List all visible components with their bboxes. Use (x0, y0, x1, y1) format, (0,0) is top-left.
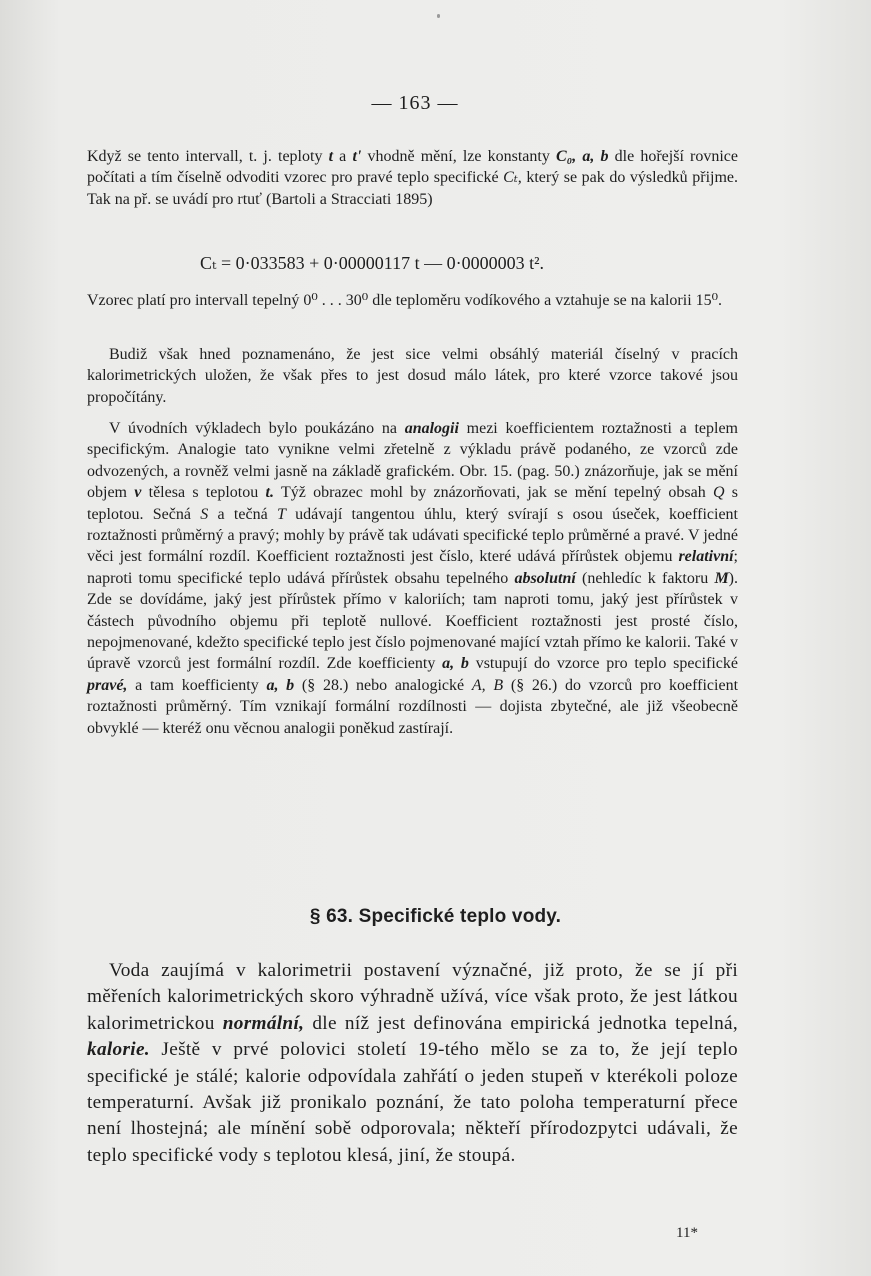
section-heading: § 63. Specifické teplo vody. (309, 906, 562, 927)
paragraph-1: Když se tento intervall, t. j. teploty t a t' vhodně mění, lze konstanty C₀, a, b dle hořejší rovnice počítati a tím číselně odvoditi vzorec pro pravé teplo specifické Cₜ, který se pak do výsledků přijme. Tak na př. se uvádí pro rtuť (Bartoli a Stracciati 1895) (87, 148, 739, 208)
page-number: — 163 — (371, 92, 459, 114)
paragraph-4: V úvodních výkladech bylo poukázáno na analogii mezi koefficientem roztažnosti a teplem specifickým. Analogie tato vynikne velmi zřetelně z výkladu právě podaného, ze vzorců zde odvozených, a rovněž velmi jasně na základě grafickém. Obr. 15. (pag. 50.) znázorňuje, jak se mění objem v tělesa s teplotou t. Týž obrazec mohl by znázorňovati, jak se mění tepelný obsah Q s teplotou. Sečná S a tečná T udávají tangentou úhlu, který svírají s osou úseček, koefficient roztažnosti průměrný a pravý; mohly by právě tak udávati specifické teplo průměrné a pravé. V jedné věci jest formální rozdíl. Koefficient roztažnosti jest číslo, které udává přírůstek objemu relativní; naproti tomu specifické teplo udává přírůstek obsahu tepelného absolutní (nehledíc k faktoru M). Zde se dovídáme, jaký jest přírůstek přímo v kaloriích; tam naproti tomu, jaký jest přírůstek v částech původního objemu při teplotě nullové. Koefficient roztažnosti jest prosté číslo, nepojmenované, kdežto specifické teplo jest číslo pojmenované mající vztah přímo ke kalorii. Také v úpravě vzorců jest formální rozdíl. Zde koefficienty a, b vstupují do vzorce pro teplo specifické pravé, a tam koefficienty a, b (§ 28.) nebo analogické A, B (§ 26.) do vzorců pro koefficient roztažnosti průměrný. Tím vznikají formální rozdílnosti — dojista zbytečné, ale již všeobecně obvyklé — kteréž onu věcnou analogii poněkud zastírají. (87, 420, 739, 737)
print-speck (437, 14, 440, 18)
paragraph-5: Voda zaujímá v kalorimetrii postavení význačné, již proto, že se jí při měřeních kalorimetrických skoro výhradně užívá, více však proto, že jest látkou kalorimetrickou normální, dle níž jest definována empirická jednotka tepelná, kalorie. Ještě v prvé polovici století 19-tého mělo se za to, že její teplo specifické je stálé; kalorie odpovídala zahřátí o jeden stupeň v kterékoli poloze temperaturní. Avšak již pronikalo poznání, že tato poloha temperaturní přece není lhostejná; ale mínění sobě odporovala; někteří přírodozpytci udávali, že teplo specifické vody s teplotou klesá, jiní, že stoupá. (87, 960, 739, 1166)
paragraph-3: Budiž však hned poznamenáno, že jest sice velmi obsáhlý materiál číselný v pracích kalorimetrických uložen, že však přes to jest dosud málo látek, pro které vzorce takové jsou propočítány. (87, 346, 738, 406)
signature-mark: 11* (676, 1225, 698, 1241)
formula-mercury: Cₜ = 0·033583 + 0·00000117 t — 0·0000003 t². (200, 253, 544, 273)
paragraph-2: Vzorec platí pro intervall tepelný 0⁰ . . . 30⁰ dle teploměru vodíkového a vztahuje se na kalorii 15⁰. (87, 292, 723, 309)
